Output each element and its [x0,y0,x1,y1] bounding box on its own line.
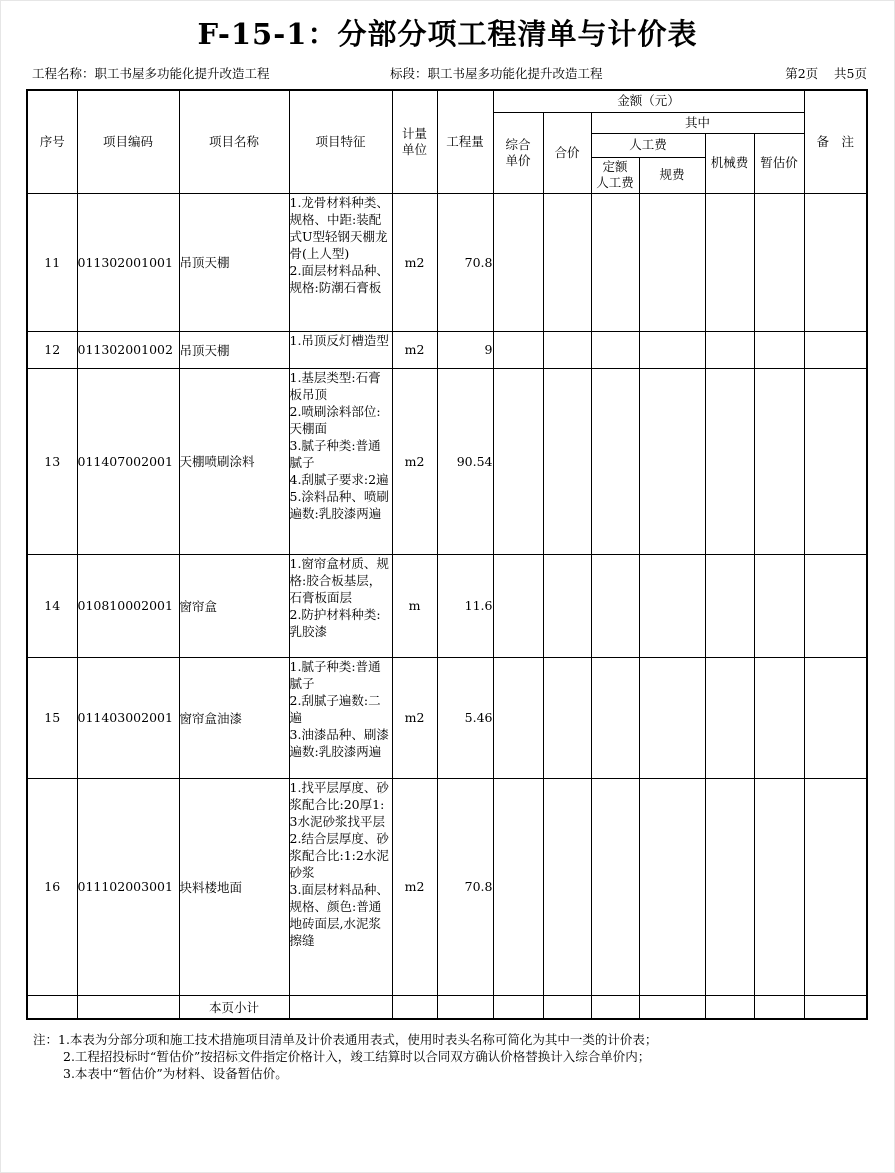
cell-qty: 11.6 [437,554,493,657]
cell-provisional [754,554,804,657]
cell-code: 011403002001 [77,657,179,778]
cell-fees [639,778,705,995]
bill-table [26,89,868,1020]
subtotal-cell [289,995,392,1019]
cell-fees [639,193,705,331]
cell-name: 窗帘盒油漆 [179,657,289,778]
header-name: 项目名称 [179,90,289,193]
cell-remark [804,368,867,554]
cell-quota-labor [591,368,639,554]
project-name: 工程名称：职工书屋多功能化提升改造工程 [32,66,270,81]
subtotal-cell [392,995,437,1019]
cell-remark [804,778,867,995]
cell-unit-price [493,657,543,778]
page-no: 第2页 [785,66,819,81]
cell-unit: m2 [392,331,437,368]
cell-code: 011302001002 [77,331,179,368]
cell-name: 天棚喷刷涂料 [179,368,289,554]
cell-provisional [754,193,804,331]
cell-fees [639,657,705,778]
header-amount: 金额（元） [493,90,804,112]
table-row [27,193,867,331]
header-of-which: 其中 [591,112,804,133]
cell-unit-price [493,554,543,657]
table-row [27,368,867,554]
note-2: 2.工程招投标时“暂估价”按招标文件指定价格计入，竣工结算时以合同双方确认价格替换计入综合单价内； [63,1049,651,1064]
cell-machine [705,778,754,995]
cell-remark [804,657,867,778]
cell-provisional [754,778,804,995]
subtotal-cell [705,995,754,1019]
cell-qty: 90.54 [437,368,493,554]
cell-feature: 1.窗帘盒材质、规格:胶合板基层，石膏板面层 2.防护材料种类:乳胶漆 [289,554,392,657]
table-row [27,554,867,657]
cell-machine [705,368,754,554]
cell-feature: 1.找平层厚度、砂浆配合比:20厚1:3水泥砂浆找平层 2.结合层厚度、砂浆配合比:1:2水泥砂浆 3.面层材料品种、规格、颜色:普通地砖面层,水泥浆擦缝 [289,778,392,995]
table-row [27,331,867,368]
subtotal-cell [639,995,705,1019]
header-labor: 人工费 [591,133,705,157]
cell-qty: 70.8 [437,778,493,995]
cell-total [543,778,591,995]
cell-name: 吊顶天棚 [179,193,289,331]
cell-unit: m2 [392,368,437,554]
page-title: F-15-1：分部分项工程清单与计价表 [197,17,698,51]
cell-remark [804,331,867,368]
section-name: 标段：职工书屋多功能化提升改造工程 [390,66,603,81]
cell-unit: m2 [392,778,437,995]
cell-name: 吊顶天棚 [179,331,289,368]
cell-seq: 12 [27,331,77,368]
cell-unit-price [493,368,543,554]
subtotal-cell [27,995,77,1019]
cell-feature: 1.基层类型:石膏板吊顶 2.喷刷涂料部位:天棚面 3.腻子种类:普通腻子 4.刮腻子要求:2遍 5.涂料品种、喷刷遍数:乳胶漆两遍 [289,368,392,554]
cell-feature: 1.腻子种类:普通腻子 2.刮腻子遍数:二遍 3.油漆品种、刷漆遍数:乳胶漆两遍 [289,657,392,778]
table-row [27,778,867,995]
cell-quota-labor [591,657,639,778]
cell-seq: 16 [27,778,77,995]
header-machine: 机械费 [705,133,754,193]
subtotal-cell [493,995,543,1019]
subtotal-label: 本页小计 [179,995,289,1019]
cell-code: 011407002001 [77,368,179,554]
cell-code: 010810002001 [77,554,179,657]
cell-machine [705,657,754,778]
cell-fees [639,331,705,368]
cell-provisional [754,368,804,554]
cell-total [543,331,591,368]
cell-remark [804,193,867,331]
cell-quota-labor [591,778,639,995]
cell-machine [705,331,754,368]
cell-total [543,193,591,331]
cell-unit-price [493,331,543,368]
cell-code: 011102003001 [77,778,179,995]
cell-code: 011302001001 [77,193,179,331]
cell-qty: 9 [437,331,493,368]
subtotal-cell [591,995,639,1019]
header-total: 合价 [543,112,591,193]
table-body [27,193,867,1019]
cell-qty: 5.46 [437,657,493,778]
cell-fees [639,368,705,554]
subtotal-row [27,995,867,1019]
header-provisional: 暂估价 [754,133,804,193]
cell-seq: 14 [27,554,77,657]
page-number [785,64,867,82]
cell-unit-price [493,778,543,995]
cell-provisional [754,657,804,778]
cell-feature: 1.龙骨材料种类、规格、中距:装配式U型轻钢天棚龙骨(上人型) 2.面层材料品种、规格:防潮石膏板 [289,193,392,331]
header-remark: 备 注 [804,90,867,193]
table-row [27,657,867,778]
subtotal-cell [754,995,804,1019]
cell-provisional [754,331,804,368]
cell-machine [705,554,754,657]
header-unit: 计量 单位 [392,90,437,193]
cell-seq: 11 [27,193,77,331]
cell-quota-labor [591,193,639,331]
header-seq: 序号 [27,90,77,193]
cell-unit: m [392,554,437,657]
header-quota-labor: 定额 人工费 [591,157,639,193]
cell-unit-price [493,193,543,331]
cell-feature: 1.吊顶反灯槽造型 [289,331,392,368]
header-qty: 工程量 [437,90,493,193]
cell-name: 块料楼地面 [179,778,289,995]
cell-name: 窗帘盒 [179,554,289,657]
cell-fees [639,554,705,657]
cell-seq: 13 [27,368,77,554]
cell-total [543,368,591,554]
header-fees: 规费 [639,157,705,193]
cell-total [543,554,591,657]
cell-qty: 70.8 [437,193,493,331]
subtotal-cell [77,995,179,1019]
cell-quota-labor [591,554,639,657]
header-code: 项目编码 [77,90,179,193]
cell-seq: 15 [27,657,77,778]
cell-unit: m2 [392,193,437,331]
header-feature: 项目特征 [289,90,392,193]
cell-total [543,657,591,778]
header-unit-price: 综合 单价 [493,112,543,193]
cell-machine [705,193,754,331]
note-1: 注：1.本表为分部分项和施工技术措施项目清单及计价表通用表式，使用时表头名称可简化为其中一类的计价表； [33,1032,658,1047]
cell-unit: m2 [392,657,437,778]
subtotal-cell [543,995,591,1019]
subtotal-cell [804,995,867,1019]
cell-remark [804,554,867,657]
page-total: 共5页 [834,66,867,81]
note-3: 3.本表中“暂估价”为材料、设备暂估价。 [63,1066,288,1081]
cell-quota-labor [591,331,639,368]
subtotal-cell [437,995,493,1019]
